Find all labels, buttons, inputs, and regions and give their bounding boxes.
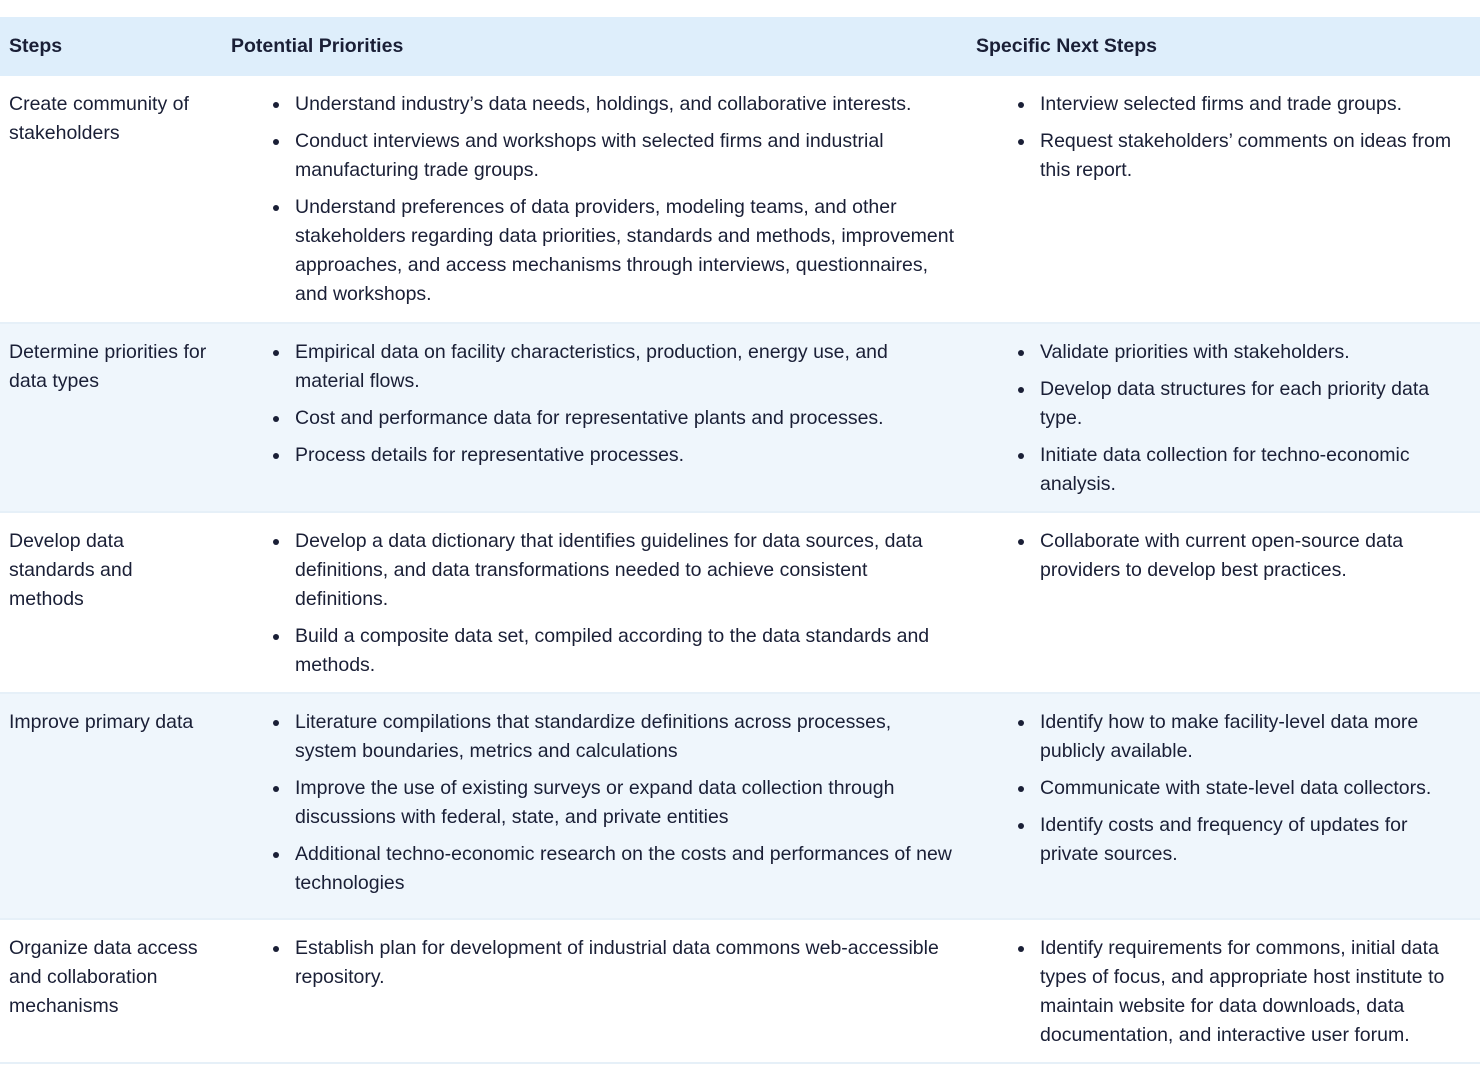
next-steps-cell — [967, 693, 1480, 919]
list-item: Interview selected firms and trade groups. — [1016, 90, 1471, 119]
priorities-list — [231, 527, 958, 680]
list-item: Literature compilations that standardize definitions across processes, system boundaries, metrics and calculations — [271, 708, 958, 766]
table-row — [0, 919, 1480, 1063]
step-cell: Organize data access and collaboration mechanisms — [9, 937, 198, 1017]
step-cell: Determine priorities for data types — [9, 341, 207, 392]
table-header-row — [0, 17, 1480, 76]
step-cell: Develop data standards and methods — [9, 530, 133, 610]
steps-table — [0, 17, 1480, 1064]
priorities-cell — [222, 693, 967, 919]
list-item: Build a composite data set, compiled according to the data standards and methods. — [271, 622, 958, 680]
list-item: Request stakeholders’ comments on ideas from this report. — [1016, 127, 1471, 185]
table-row — [0, 512, 1480, 693]
priorities-cell — [222, 919, 967, 1063]
next-steps-list — [976, 934, 1471, 1050]
list-item: Initiate data collection for techno-economic analysis. — [1016, 441, 1471, 499]
priorities-cell — [222, 512, 967, 693]
priorities-list — [231, 90, 958, 309]
next-steps-list — [976, 527, 1471, 585]
priorities-list — [231, 338, 958, 470]
next-steps-list — [976, 708, 1471, 869]
step-cell: Create community of stakeholders — [9, 93, 189, 144]
table-row — [0, 323, 1480, 512]
header-steps: Steps — [9, 35, 63, 57]
priorities-list — [231, 708, 958, 898]
next-steps-cell — [967, 323, 1480, 512]
priorities-list — [231, 934, 958, 992]
next-steps-cell — [967, 919, 1480, 1063]
list-item: Collaborate with current open-source data providers to develop best practices. — [1016, 527, 1471, 585]
list-item: Validate priorities with stakeholders. — [1016, 338, 1471, 367]
list-item: Develop data structures for each priority data type. — [1016, 375, 1471, 433]
header-specific-next-steps: Specific Next Steps — [976, 35, 1157, 57]
list-item: Improve the use of existing surveys or expand data collection through discussions with federal, state, and private entities — [271, 774, 958, 832]
priorities-cell — [222, 76, 967, 323]
header-potential-priorities: Potential Priorities — [231, 35, 404, 57]
list-item: Identify costs and frequency of updates for private sources. — [1016, 811, 1471, 869]
next-steps-list — [976, 338, 1471, 499]
list-item: Identify how to make facility-level data more publicly available. — [1016, 708, 1471, 766]
list-item: Process details for representative processes. — [271, 441, 958, 470]
list-item: Identify requirements for commons, initial data types of focus, and appropriate host institute to maintain website for data downloads, data documentation, and interactive user forum. — [1016, 934, 1471, 1050]
next-steps-cell — [967, 512, 1480, 693]
list-item: Empirical data on facility characteristics, production, energy use, and material flows. — [271, 338, 958, 396]
next-steps-list — [976, 90, 1471, 185]
list-item: Conduct interviews and workshops with selected firms and industrial manufacturing trade groups. — [271, 127, 958, 185]
next-steps-cell — [967, 76, 1480, 323]
list-item: Additional techno-economic research on the costs and performances of new technologies — [271, 840, 958, 898]
list-item: Establish plan for development of industrial data commons web-accessible repository. — [271, 934, 958, 992]
table-row — [0, 693, 1480, 919]
list-item: Communicate with state-level data collectors. — [1016, 774, 1471, 803]
table-row — [0, 76, 1480, 323]
list-item: Develop a data dictionary that identifies guidelines for data sources, data definitions, and data transformations needed to achieve consistent definitions. — [271, 527, 958, 614]
priorities-cell — [222, 323, 967, 512]
list-item: Understand industry’s data needs, holdings, and collaborative interests. — [271, 90, 958, 119]
list-item: Cost and performance data for representative plants and processes. — [271, 404, 958, 433]
step-cell: Improve primary data — [9, 711, 194, 733]
list-item: Understand preferences of data providers, modeling teams, and other stakeholders regarding data priorities, standards and methods, improvement approaches, and access mechanisms through interviews, questionnaires, and workshops. — [271, 193, 958, 309]
